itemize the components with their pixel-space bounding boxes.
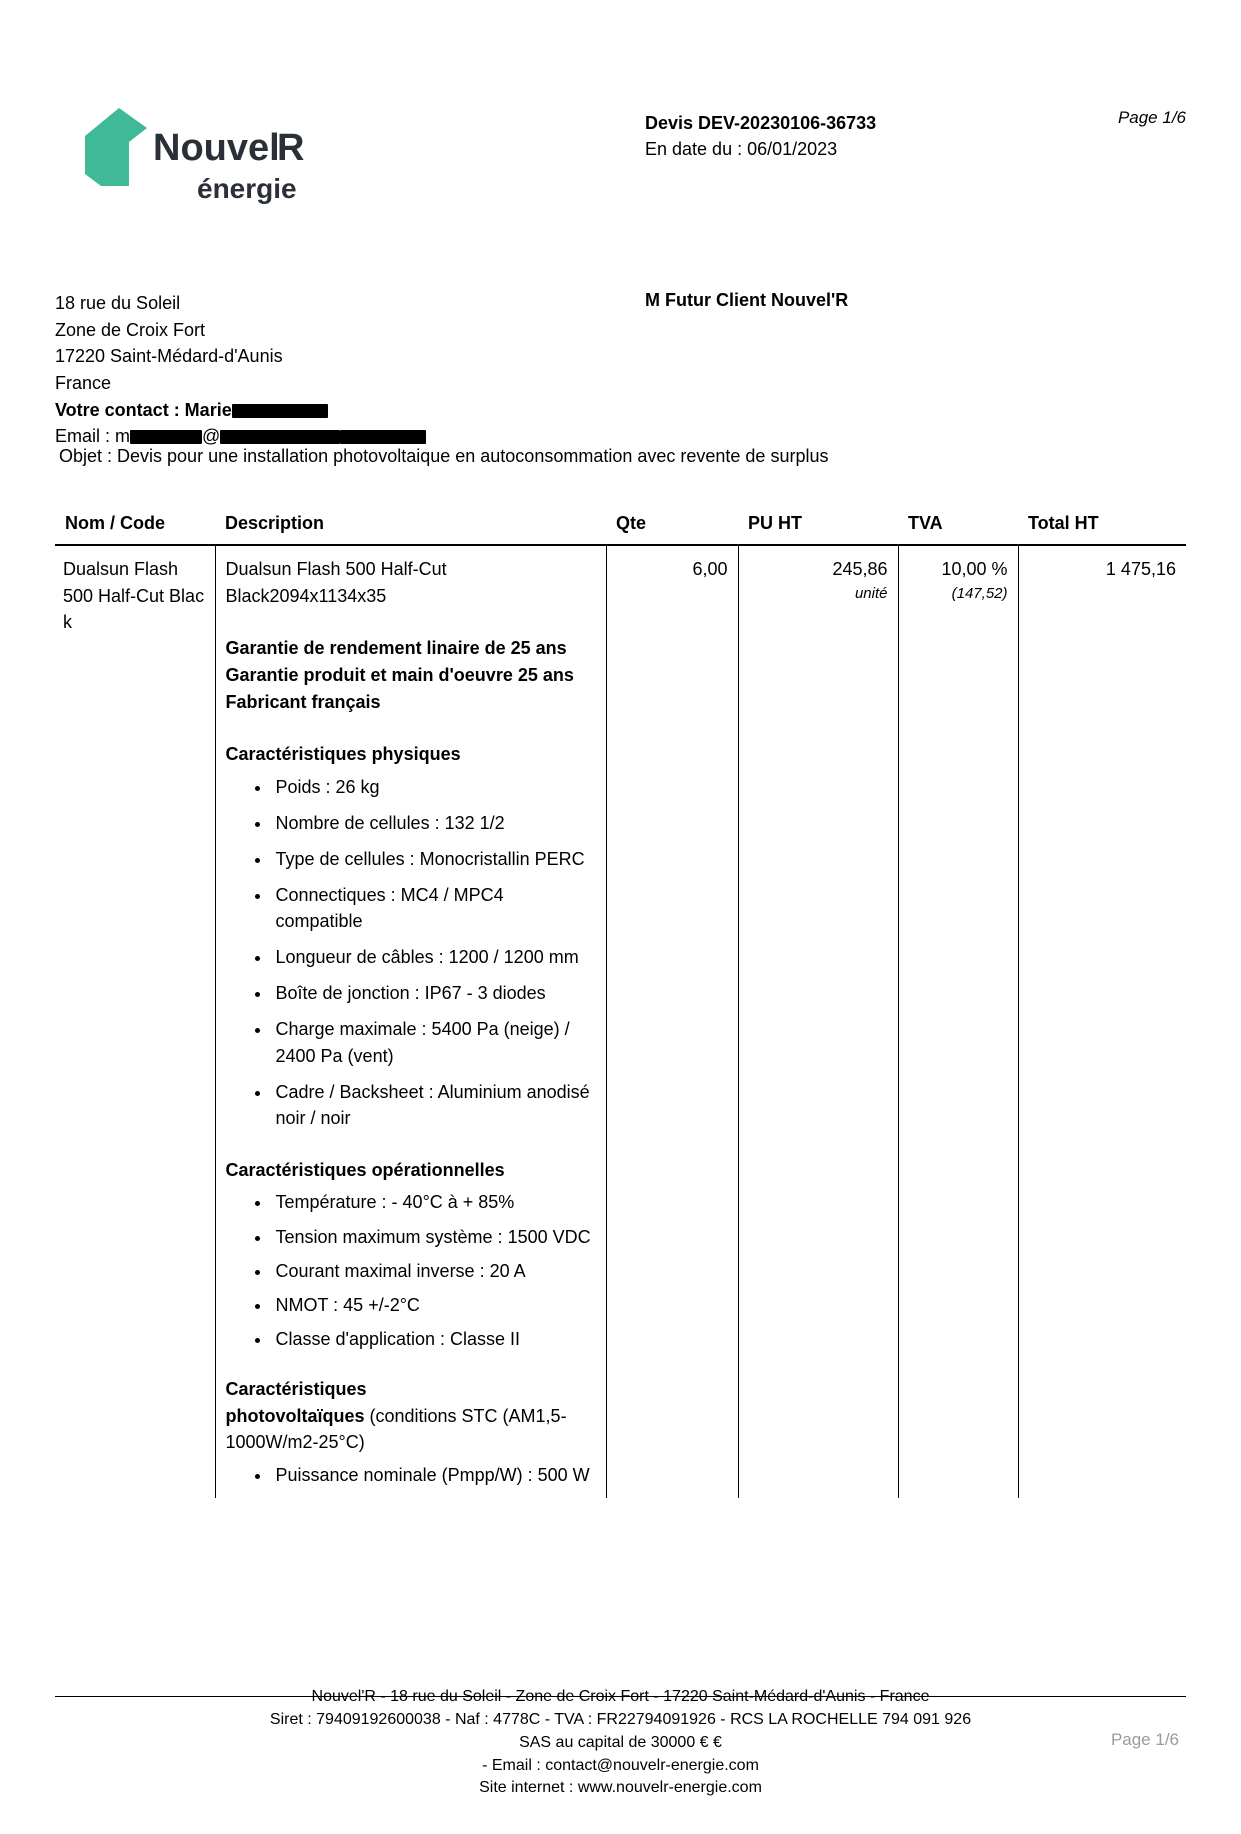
table-header-row [55,513,1186,545]
section-title-operational: Caractéristiques opérationnelles [225,1159,505,1180]
document-header [55,80,1186,230]
list-item: • Connectiques : MC4 / MPC4 compatible [272,882,596,934]
pv-title-bold-2: photovoltaïques [225,1405,365,1426]
pu-ht-value: 245,86 [832,559,888,579]
client-name: M Futur Client Nouvel'R [645,290,849,310]
footer-line-4: - Email : contact@nouvelr-energie.com [482,1756,759,1774]
section-title-photovoltaic [226,1376,596,1456]
svg-text:R: R [277,127,305,169]
tva-amount: (147,52) [951,584,1008,602]
redaction-bar-email-tld [340,430,426,444]
quote-table [55,513,1186,1498]
sender-zone: Zone de Croix Fort [55,319,206,340]
footer-line-2: Siret : 79409192600038 - Naf : 4778C - TVA : FR22794091926 - RCS LA ROCHELLE 794 091 926 [269,1711,972,1729]
company-logo [75,98,335,208]
column-header-nom: Nom / Code [55,513,215,545]
column-header-pu-ht: PU HT [738,513,898,545]
pv-title-rest: (conditions STC (AM1,5-1000W/m2-25°C) [225,1405,567,1453]
operational-spec-list [226,1189,596,1351]
quote-reference-block [645,110,876,162]
column-header-total-ht: Total HT [1018,513,1186,545]
footer-line-1: Nouvel'R - 18 rue du Soleil - Zone de Croix Fort - 17220 Saint-Médard-d'Aunis - France [311,1688,930,1706]
document-page [0,80,1241,1834]
spacer [226,715,596,741]
cell-total-ht: 1 475,16 [1018,545,1186,1498]
nouvelr-logo-icon [75,98,335,208]
redaction-bar-email-user [130,430,202,444]
address-band [55,290,1186,447]
sender-country: France [55,372,112,393]
quote-subject: Objet : Devis pour une installation photovoltaique en autoconsommation avec revente de surplus [59,446,829,466]
spacer [226,1360,596,1376]
spacer [226,1141,596,1157]
list-item: • Charge maximale : 5400 Pa (neige) / 2400 Pa (vent) [272,1016,596,1068]
quote-date: En date du : 06/01/2023 [645,139,838,160]
sender-contact-label: Votre contact : Marie [55,399,232,420]
physical-spec-list [226,774,596,1131]
cell-description [215,545,606,1498]
quote-title: Devis DEV-20230106-36733 [645,113,877,133]
redaction-bar-email-domain [220,430,340,444]
sender-contact [55,397,426,424]
spacer [226,609,596,635]
photovoltaic-spec-list [226,1462,596,1488]
section-title-physical: Caractéristiques physiques [225,744,461,765]
list-item: • Nombre de cellules : 132 1/2 [272,810,596,836]
list-item: • Température : - 40°C à + 85% [272,1189,596,1215]
sender-street: 18 rue du Soleil [55,293,181,313]
sender-address [55,290,426,450]
cell-pu-ht [738,545,898,1498]
page-number-top: Page 1/6 [1117,108,1186,127]
list-item: • Classe d'application : Classe II [272,1326,596,1352]
list-item: • Cadre / Backsheet : Aluminium anodisé noir / noir [272,1079,596,1131]
list-item: • Puissance nominale (Pmpp/W) : 500 W [272,1462,596,1488]
page-number-bottom: Page 1/6 [1110,1730,1179,1749]
warranty-line-1: Garantie de rendement linaire de 25 ans [225,638,567,659]
column-header-tva: TVA [898,513,1018,545]
cell-tva [898,545,1018,1498]
list-item: • Boîte de jonction : IP67 - 3 diodes [272,980,596,1006]
svg-text:énergie: énergie [197,173,297,204]
cell-qte: 6,00 [606,545,738,1498]
footer-line-3: SAS au capital de 30000 € € [519,1733,722,1751]
warranty-line-2: Garantie produit et main d'oeuvre 25 ans [225,664,574,685]
column-header-desc: Description [215,513,606,545]
table-row [55,545,1186,1498]
tva-rate: 10,00 % [941,559,1008,579]
quote-table-body [55,545,1186,1498]
list-item: • Tension maximum système : 1500 VDC [272,1224,596,1250]
list-item: • Poids : 26 kg [272,774,596,800]
sender-email-at: @ [202,426,221,447]
sender-email [55,423,426,450]
quote-table-head [55,513,1186,545]
sender-email-label: Email : m [55,426,131,447]
column-header-qte: Qte [606,513,738,545]
document-footer [0,1686,1241,1800]
sender-city: 17220 Saint-Médard-d'Aunis [55,346,283,367]
pu-ht-unit: unité [854,584,888,602]
redaction-bar-contact-name [232,404,328,418]
warranty-line-3: Fabricant français [225,691,381,712]
list-item: • Type de cellules : Monocristallin PERC [272,846,596,872]
list-item: • Longueur de câbles : 1200 / 1200 mm [272,944,596,970]
footer-line-5: Site internet : www.nouvelr-energie.com [479,1779,762,1797]
pv-title-bold-1: Caractéristiques [225,1378,367,1399]
cell-nom-code: Dualsun Flash 500 Half-Cut Blac k [63,559,205,633]
list-item: • Courant maximal inverse : 20 A [272,1258,596,1284]
product-title: Dualsun Flash 500 Half-Cut Black2094x1134x35 [225,559,447,606]
svg-text:Nouvel: Nouvel [153,127,280,169]
list-item: • NMOT : 45 +/-2°C [272,1292,596,1318]
